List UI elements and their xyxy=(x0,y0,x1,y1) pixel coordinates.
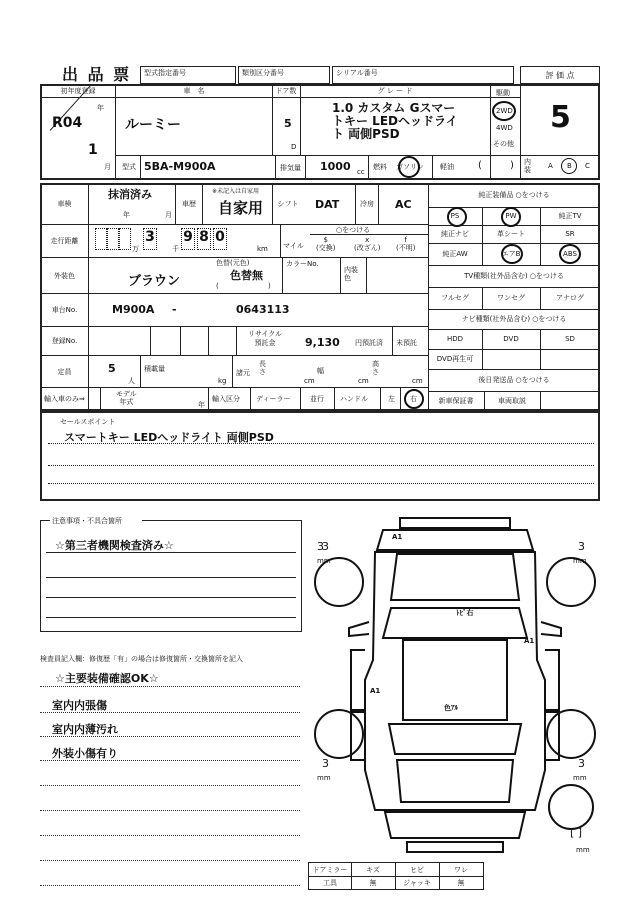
taka-cm: cm xyxy=(412,377,423,385)
ruibetsu-label: 類別区分番号 xyxy=(242,69,284,77)
kaizan: x (改ざん) xyxy=(354,236,381,252)
toroku-label: 登録No. xyxy=(51,337,78,345)
fuel-gas-circle xyxy=(398,156,420,178)
drive-2wd: 2WD xyxy=(496,107,513,115)
odo-sen: 千 xyxy=(172,245,179,253)
equip-abs: ABS xyxy=(563,250,577,258)
sales-label: セールスポイント xyxy=(60,418,116,426)
pw-circle xyxy=(501,207,521,227)
katashiki-prefix: 型式 xyxy=(122,163,136,171)
shaken-nen: 年 xyxy=(123,211,130,219)
taka-label: 高さ xyxy=(372,360,379,376)
odo-km: km xyxy=(257,245,268,253)
legend-table xyxy=(308,862,484,890)
doors-label: ドア数 xyxy=(275,87,297,95)
equip-navi: 純正ナビ xyxy=(441,230,469,238)
grade-label: グ レ ー ド xyxy=(377,87,413,95)
equip-leather: 革シート xyxy=(497,230,525,238)
model-label: モデル 年式 xyxy=(116,390,137,406)
doors-unit: D xyxy=(291,143,297,151)
odo-digit-3 xyxy=(119,228,131,250)
legend-hibi: ヒビ xyxy=(410,865,424,874)
reibo: AC xyxy=(395,198,412,211)
ruibetsu-box xyxy=(238,66,330,84)
tread-fl: 3 xyxy=(317,540,324,553)
navi-dvd: DVD xyxy=(503,335,519,343)
month: 1 xyxy=(88,142,98,158)
hidari: 左 xyxy=(388,395,395,403)
grade-line2: トキー LEDヘッドライ xyxy=(332,114,458,128)
dealer: ディーラー xyxy=(256,395,291,403)
migi: 右 xyxy=(410,395,417,403)
car-diagram xyxy=(305,510,605,860)
haikiryo-unit: cc xyxy=(357,168,365,176)
equip-airbag: エアB xyxy=(501,250,521,258)
shogen-label: 諸元 xyxy=(236,369,250,377)
odo-man: 万 xyxy=(132,245,139,253)
hyoka-label: 評 価 点 xyxy=(545,70,575,80)
legend-ware: ワレ xyxy=(454,865,468,874)
tread-rl-mm: mm xyxy=(317,774,331,782)
shift-label: シフト xyxy=(277,200,299,208)
model-nen: 年 xyxy=(198,401,205,409)
doors: 5 xyxy=(284,117,292,130)
year-era: R04 xyxy=(52,115,83,131)
navi-hdd: HDD xyxy=(446,335,464,343)
katashiki-shitei-label: 型式指定番号 xyxy=(144,69,186,77)
reibo-label: 冷房 xyxy=(360,200,374,208)
tread-fl-val: 3 xyxy=(322,540,329,553)
tread-spare-bracket: [ ] xyxy=(570,826,583,839)
equip-aw: 純正AW xyxy=(442,250,468,258)
later-warranty: 新車保証書 xyxy=(438,397,474,405)
shareki-label: 車歴 xyxy=(182,200,196,208)
naiso-label: 内装 xyxy=(524,158,531,174)
naisoshoku-label: 内装色 xyxy=(344,266,358,282)
mark-right-front: A1 xyxy=(524,637,535,645)
chui-text: ☆第三者機関検査済み☆ xyxy=(55,539,174,552)
equip-pw: PW xyxy=(505,212,517,220)
handle-label: ハンドル xyxy=(340,395,368,403)
naiso-a: A xyxy=(548,162,553,170)
sales-box xyxy=(40,411,600,501)
hyoka-header xyxy=(520,66,600,84)
fuel-diesel: 軽油 xyxy=(440,163,454,171)
yunyu-kubun: 輸入区分 xyxy=(212,395,240,403)
haikiryo-label: 排気量 xyxy=(280,164,301,172)
tv-title: TV種類(社外品含む) ○をつける xyxy=(464,272,564,280)
mark-roof: 色ｱﾙ xyxy=(444,704,458,712)
drive-label: 駆動 xyxy=(496,89,510,97)
gaisoshoku-label: 外装色 xyxy=(54,271,75,280)
recycle: 9,130 xyxy=(305,336,340,349)
nenryo-label: 燃料 xyxy=(373,163,387,171)
shift: DAT xyxy=(315,198,340,211)
serial-box xyxy=(332,66,514,84)
odo-digit-7: 0 xyxy=(213,228,227,250)
teiin-label: 定員 xyxy=(57,367,72,376)
year-kanji: 年 xyxy=(97,104,104,112)
legend-jack: ジャッキ xyxy=(403,878,431,887)
form-title: 出 品 票 xyxy=(62,65,132,84)
chui-label: 注意事項・不具合箇所 xyxy=(52,517,122,525)
mark-left-rear: A1 xyxy=(370,687,381,695)
mark-hood: ﾄﾋﾞ右 xyxy=(456,609,474,617)
shadai-num: 0643113 xyxy=(236,303,290,316)
shaken-tsuki: 月 xyxy=(165,211,172,219)
haba-label: 幅 xyxy=(317,367,324,375)
grade-line3: ト 両側PSD xyxy=(332,127,400,141)
odo-digit-2 xyxy=(107,228,119,250)
sekisai-label: 積載量 xyxy=(144,365,165,373)
score: 5 xyxy=(550,100,571,135)
odo-digit-5: 9 xyxy=(181,228,195,250)
yunyu-label: 輸入車のみ⇒ xyxy=(44,395,85,403)
iro-gae: 色替無 xyxy=(230,269,263,282)
month-kanji: 月 xyxy=(104,163,111,171)
legend-kizu: キズ xyxy=(366,865,380,874)
dvd-play: DVD再生可 xyxy=(436,355,474,363)
equip-title: 純正装備品 ○をつける xyxy=(478,191,550,199)
shareki-note: ※未記入は自家用 xyxy=(212,188,260,195)
equip-ps: PS xyxy=(450,212,460,220)
legend-mirror: ドアミラー xyxy=(312,865,348,874)
later-title: 後日発送品 ○をつける xyxy=(478,376,550,384)
tread-rr-val: 3 xyxy=(578,757,585,770)
drive-4wd: 4WD xyxy=(496,124,513,132)
tread-fr-val: 3 xyxy=(578,540,585,553)
shadai-label: 車台No. xyxy=(51,306,78,314)
katashiki: 5BA-M900A xyxy=(144,160,216,173)
grade-line1: 1.0 カスタム Gスマー xyxy=(332,101,456,115)
katashiki-shitei-box xyxy=(140,66,236,84)
drive-2wd-circle xyxy=(492,101,516,121)
naga-label: 長さ xyxy=(259,360,266,376)
naiso-b: B xyxy=(567,162,572,170)
legend-kougu: 工具 xyxy=(323,878,337,887)
haba-cm: cm xyxy=(358,377,369,385)
naiso-b-circle xyxy=(561,158,577,174)
tread-rl-val: 3 xyxy=(322,757,329,770)
tv-analog: アナログ xyxy=(556,294,584,302)
teiin-unit: 人 xyxy=(128,377,135,385)
note-line-2: 室内内張傷 xyxy=(52,699,107,712)
legend-jack-val: 無 xyxy=(457,878,465,887)
migi-circle xyxy=(404,389,424,409)
inspector-label: 検査員記入欄：修復歴「有」の場合は修復箇所・交換箇所を記入 xyxy=(40,655,243,663)
recycle-status: 円預託済 xyxy=(355,339,383,347)
shadai-prefix: M900A xyxy=(112,303,155,316)
equip-table xyxy=(428,183,600,411)
note-line-4: 外装小傷有り xyxy=(52,747,118,760)
tread-spare-mm: mm xyxy=(576,846,590,854)
mile: マイル xyxy=(283,242,304,250)
sales-text: スマートキー LEDヘッドライト 両側PSD xyxy=(64,431,274,444)
haikiryo: 1000 xyxy=(320,160,351,173)
recycle-label: リサイクル 預託金 xyxy=(248,330,283,347)
odo-digit-4: 3 xyxy=(143,228,157,250)
tv-fullseg: フルセグ xyxy=(441,294,469,302)
kokan: $ (交換) xyxy=(316,236,336,252)
grade xyxy=(332,102,458,141)
later-manual: 車両取説 xyxy=(498,397,526,405)
teiin: 5 xyxy=(108,362,116,375)
abs-circle xyxy=(559,244,581,264)
shadai-dash: - xyxy=(172,303,177,316)
soko-label: 走行距離 xyxy=(50,237,79,245)
shonendo-label: 初年度登録 xyxy=(60,87,96,95)
naiso-c: C xyxy=(585,162,590,170)
shamei-label: 車 名 xyxy=(183,87,205,95)
heiko: 並行 xyxy=(310,395,324,403)
navi-sd: SD xyxy=(565,335,575,343)
sekisai-kg: kg xyxy=(218,377,227,385)
color: ブラウン xyxy=(128,274,181,289)
odo-digit-1 xyxy=(95,228,107,250)
tread-rr-mm: mm xyxy=(573,774,587,782)
odo-digit-6: 8 xyxy=(197,228,211,250)
shamei: ルーミー xyxy=(125,117,181,133)
equip-sr: SR xyxy=(565,230,575,238)
naga-cm: cm xyxy=(304,377,315,385)
tread-fr-mm: mm xyxy=(573,557,587,565)
mi-yotaku: 未預託 xyxy=(396,339,417,347)
drive-other: その他 xyxy=(493,140,514,148)
legend-kougu-val: 無 xyxy=(369,878,377,887)
fumei: f (不明) xyxy=(396,236,416,252)
shareki: 自家用 xyxy=(218,199,264,217)
airbag-circle xyxy=(501,244,523,264)
equip-tv: 純正TV xyxy=(558,212,582,220)
shaken-value: 抹消済み xyxy=(108,188,152,201)
fuel-gas: ガソリン xyxy=(396,163,424,171)
color-no-label: カラーNo. xyxy=(286,260,319,268)
navi-title: ナビ種類(社外品含む) ○をつける xyxy=(461,315,567,323)
note-line-1: ☆主要装備確認OK☆ xyxy=(55,672,159,685)
mark-front-bumper: A1 xyxy=(392,533,403,541)
maru-note: ○をつける xyxy=(336,226,371,234)
shaken-label: 車検 xyxy=(57,200,72,208)
note-line-3: 室内内薄汚れ xyxy=(52,723,118,736)
iro-gae-label: 色替(元色) xyxy=(216,259,250,267)
ps-circle xyxy=(447,207,467,227)
tv-oneseg: ワンセグ xyxy=(497,294,525,302)
serial-label: シリアル番号 xyxy=(336,69,378,77)
tread-fl-mm: mm xyxy=(317,557,331,565)
